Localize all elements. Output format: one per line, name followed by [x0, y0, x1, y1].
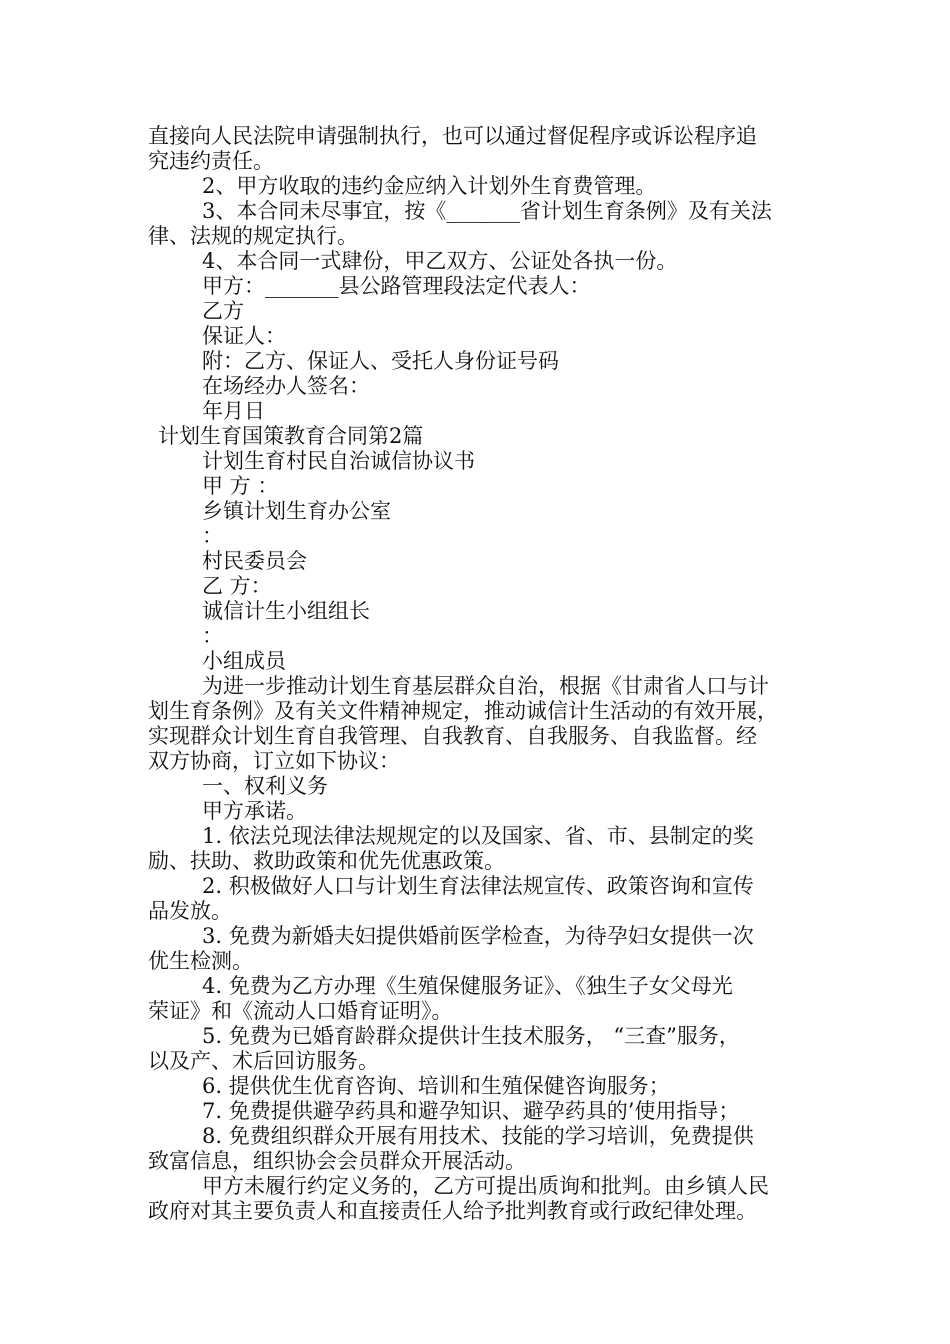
text-line: 荣证》和《流动人口婚育证明》。 [148, 999, 453, 1023]
text-line: 品发放。 [148, 899, 232, 923]
text-line: 究违约责任。 [148, 149, 274, 173]
text-line: ： [202, 524, 223, 548]
text-line: 政府对其主要负责人和直接责任人给予批判教育或行政纪律处理。 [148, 1199, 757, 1223]
text-line: 1. 依法兑现法律法规规定的以及国家、省、市、县制定的奖 [202, 824, 754, 848]
text-line: 优生检测。 [148, 949, 253, 973]
text-line: 2、甲方收取的违约金应纳入计划外生育费管理。 [202, 174, 657, 198]
text-line: 4、本合同一式肆份，甲乙双方、公证处各执一份。 [202, 249, 678, 273]
text-line: 直接向人民法院申请强制执行，也可以通过督促程序或诉讼程序追 [148, 124, 757, 148]
text-line: 乙方 [202, 299, 244, 323]
text-line: 8. 免费组织群众开展有用技术、技能的学习培训，免费提供 [202, 1124, 754, 1148]
text-line: 7. 免费提供避孕药具和避孕知识、避孕药具的’使用指导； [202, 1099, 740, 1123]
text-line: 以及产、术后回访服务。 [148, 1049, 379, 1073]
text-line: 计划生育村民自治诚信协议书 [202, 449, 475, 473]
text-line: 一、权利义务 [202, 774, 328, 798]
text-line: 5. 免费为已婚育龄群众提供计生技术服务， “三查”服务， [202, 1024, 740, 1048]
text-line: 6. 提供优生优育咨询、培训和生殖保健咨询服务； [202, 1074, 670, 1098]
text-line: ： [202, 624, 223, 648]
text-line: 甲方未履行约定义务的，乙方可提出质询和批判。由乡镇人民 [202, 1174, 769, 1198]
text-line: 甲 方 ： [202, 474, 279, 498]
text-line: 3. 免费为新婚夫妇提供婚前医学检查，为待孕妇女提供一次 [202, 924, 754, 948]
text-line: 小组成员 [202, 649, 286, 673]
text-line: 2. 积极做好人口与计划生育法律法规宣传、政策咨询和宣传 [202, 874, 754, 898]
text-line: 励、扶助、救助政策和优先优惠政策。 [148, 849, 505, 873]
text-line: 致富信息，组织协会会员群众开展活动。 [148, 1149, 526, 1173]
text-line: 4. 免费为乙方办理《生殖保健服务证》、《独生子女父母光 [202, 974, 733, 998]
text-line: 律、法规的规定执行。 [148, 224, 358, 248]
text-line: 村民委员会 [202, 549, 307, 573]
text-line: 乙 方： [202, 574, 272, 598]
text-line: 诚信计生小组组长 [202, 599, 370, 623]
text-line: 甲方承诺。 [202, 799, 307, 823]
section-heading: 计划生育国策教育合同第2篇 [158, 424, 424, 448]
text-line: 甲方：_______县公路管理段法定代表人： [202, 274, 591, 298]
text-line: 在场经办人签名： [202, 374, 370, 398]
text-line: 划生育条例》及有关文件精神规定，推动诚信计生活动的有效开展， [148, 699, 778, 723]
text-line: 年月日 [202, 399, 265, 423]
text-line: 3、本合同未尽事宜，按《_______省计划生育条例》及有关法 [202, 199, 772, 223]
text-line: 保证人： [202, 324, 286, 348]
text-line: 双方协商，订立如下协议： [148, 749, 400, 773]
text-line: 为进一步推动计划生育基层群众自治，根据《甘肃省人口与计 [202, 674, 769, 698]
text-line: 实现群众计划生育自我管理、自我教育、自我服务、自我监督。经 [148, 724, 757, 748]
text-line: 附：乙方、保证人、受托人身份证号码 [202, 349, 559, 373]
text-line: 乡镇计划生育办公室 [202, 499, 391, 523]
